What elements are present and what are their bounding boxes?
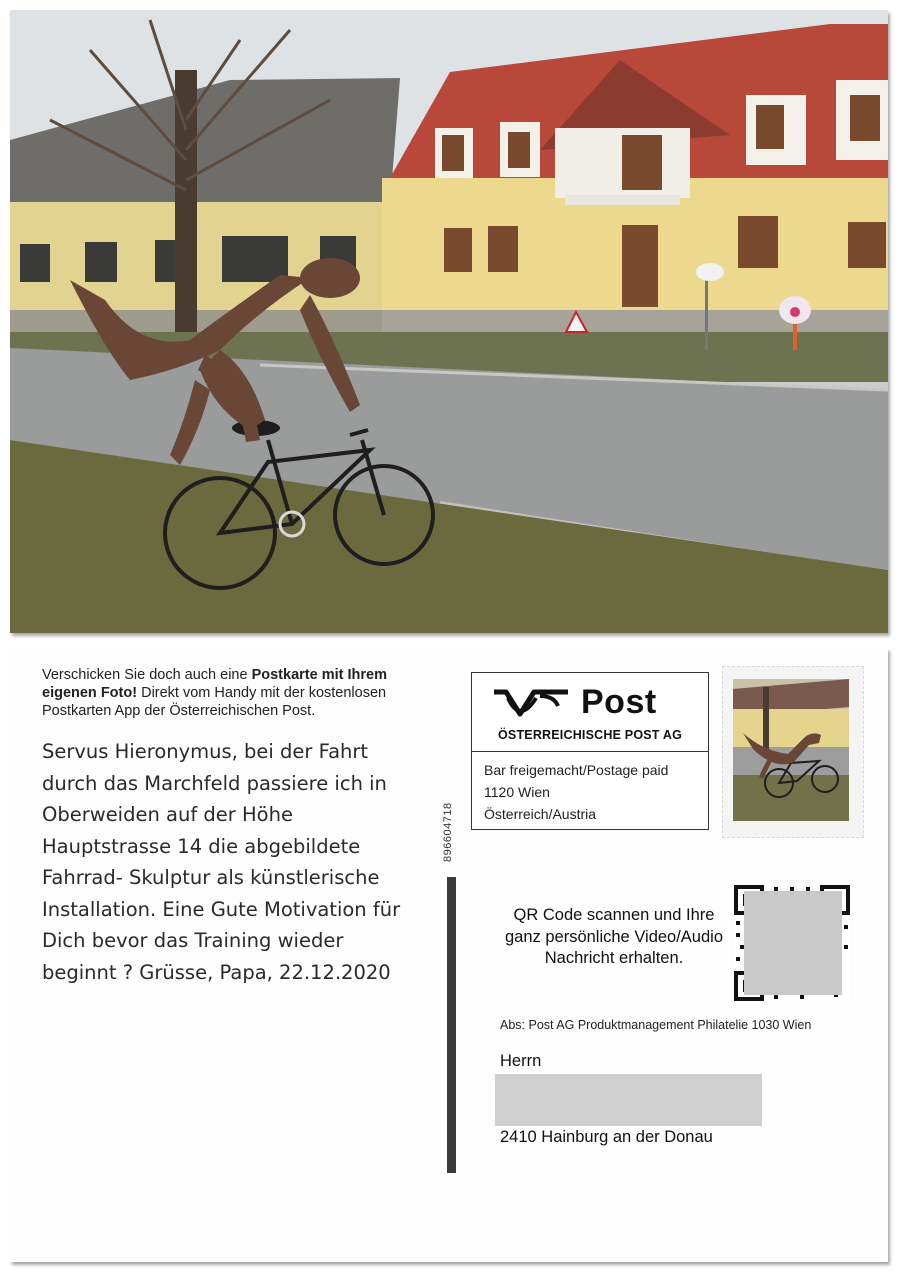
post-brand-name: Post <box>581 683 657 721</box>
postage-indicium <box>471 672 709 830</box>
postage-line-3: Österreich/Austria <box>484 806 597 822</box>
recipient-name-redaction <box>495 1074 762 1126</box>
postcard-photo <box>10 10 888 633</box>
serial-number: 896604718 <box>442 802 454 862</box>
post-logo-block <box>472 673 708 752</box>
photo-scene <box>10 10 888 633</box>
postage-paid-text <box>484 759 668 825</box>
recipient-city: 2410 Hainburg an der Donau <box>500 1128 713 1146</box>
qr-instructions: QR Code scannen und Ihre ganz persönliche Video/Audio Nachricht erhalten. <box>504 906 724 967</box>
postcard-back <box>10 648 888 1262</box>
qr-redaction <box>744 891 842 995</box>
postage-line-2: 1120 Wien <box>484 784 550 800</box>
qr-code[interactable] <box>734 885 850 1001</box>
sender-line: Abs: Post AG Produktmanagement Philatelie 1030 Wien <box>500 1018 812 1032</box>
posthorn-icon <box>490 684 572 724</box>
promo-text-part2: Direkt vom Handy mit der kostenlosen Postkarten App der Österreichischen Post. <box>42 685 387 719</box>
handwritten-message: Servus Hieronymus, bei der Fahrt durch das Marchfeld passiere ich in Oberweiden auf der Höhe Hauptstrasse 14 die abgebildete Fahrrad- Skulptur als künstlerische Installation. Eine Gute Motivation für Dich bevor das Training wieder beginnt ? Grüsse, Papa, 22.12.2020 <box>42 740 401 984</box>
recipient-salutation: Herrn <box>500 1052 542 1070</box>
vertical-divider <box>447 877 456 1173</box>
promo-text-bold: Postkarte mit Ihrem eigenen Foto! <box>42 667 387 701</box>
post-brand-subtitle: ÖSTERREICHISCHE POST AG <box>497 728 683 742</box>
promo-text <box>42 666 442 720</box>
stamp-image <box>733 679 849 821</box>
photo-stamp <box>722 666 864 838</box>
postage-line-1: Bar freigemacht/Postage paid <box>484 762 669 778</box>
promo-text-part1: Verschicken Sie doch auch eine <box>42 667 252 683</box>
